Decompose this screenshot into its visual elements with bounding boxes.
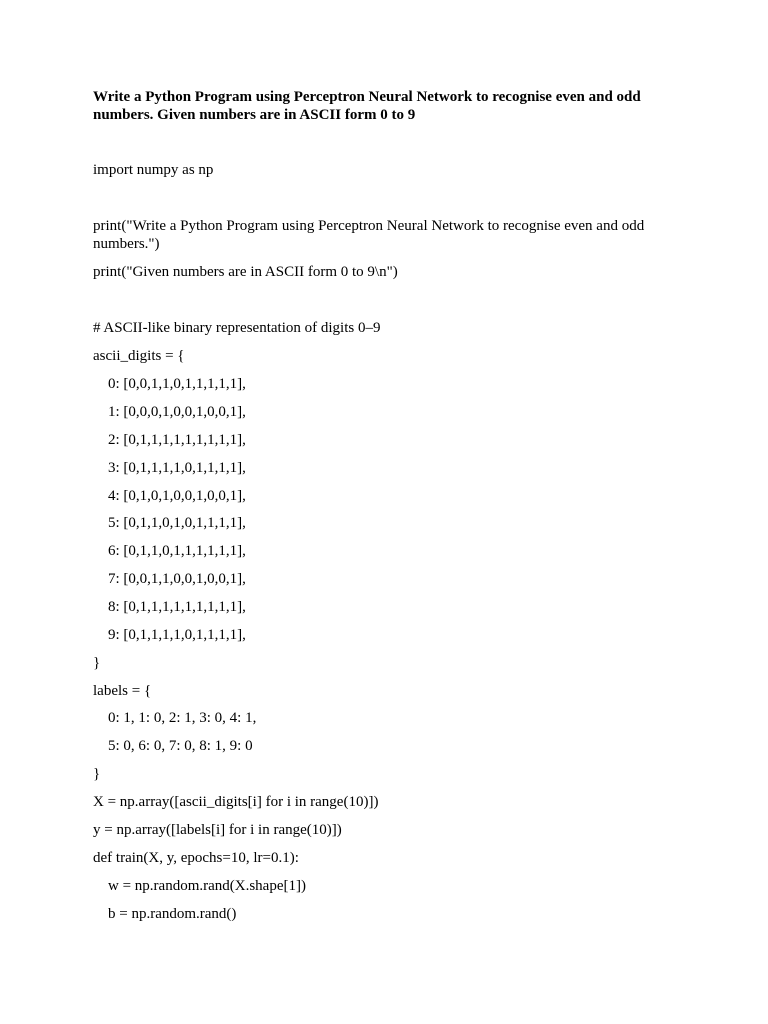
code-line-def-train: def train(X, y, epochs=10, lr=0.1):: [93, 850, 299, 866]
code-line-print-1: print("Write a Python Program using Perceptron Neural Network to recognise even and odd numbers."): [93, 218, 645, 252]
code-line-bias: b = np.random.rand(): [108, 906, 237, 922]
code-line-ascii-open: ascii_digits = {: [93, 348, 185, 364]
code-line-digit-1: 1: [0,0,0,1,0,0,1,0,0,1],: [108, 404, 246, 420]
code-line-digit-5: 5: [0,1,1,0,1,0,1,1,1,1],: [108, 515, 246, 531]
code-line-labels-open: labels = {: [93, 683, 152, 699]
code-line-labels-row-1: 0: 1, 1: 0, 2: 1, 3: 0, 4: 1,: [108, 710, 257, 726]
code-line-print-2: print("Given numbers are in ASCII form 0 to 9\n"): [93, 264, 398, 280]
code-line-comment: # ASCII-like binary representation of digits 0–9: [93, 320, 381, 336]
code-line-digit-7: 7: [0,0,1,1,0,0,1,0,0,1],: [108, 571, 246, 587]
code-line-digit-9: 9: [0,1,1,1,1,0,1,1,1,1],: [108, 627, 246, 643]
document-title: Write a Python Program using Perceptron Neural Network to recognise even and odd numbers. Given numbers are in ASCII form 0 to 9: [93, 89, 641, 123]
code-line-digit-3: 3: [0,1,1,1,1,0,1,1,1,1],: [108, 460, 246, 476]
code-line-ascii-close: }: [93, 655, 101, 671]
code-line-y-array: y = np.array([labels[i] for i in range(10)]): [93, 822, 342, 838]
code-line-weights: w = np.random.rand(X.shape[1]): [108, 878, 306, 894]
code-line-digit-8: 8: [0,1,1,1,1,1,1,1,1,1],: [108, 599, 246, 615]
code-line-import: import numpy as np: [93, 162, 214, 178]
code-line-labels-close: }: [93, 766, 101, 782]
code-line-digit-6: 6: [0,1,1,0,1,1,1,1,1,1],: [108, 543, 246, 559]
code-line-digit-2: 2: [0,1,1,1,1,1,1,1,1,1],: [108, 432, 246, 448]
code-line-digit-0: 0: [0,0,1,1,0,1,1,1,1,1],: [108, 376, 246, 392]
code-line-labels-row-2: 5: 0, 6: 0, 7: 0, 8: 1, 9: 0: [108, 738, 253, 754]
code-line-x-array: X = np.array([ascii_digits[i] for i in range(10)]): [93, 794, 379, 810]
code-line-digit-4: 4: [0,1,0,1,0,0,1,0,0,1],: [108, 488, 246, 504]
